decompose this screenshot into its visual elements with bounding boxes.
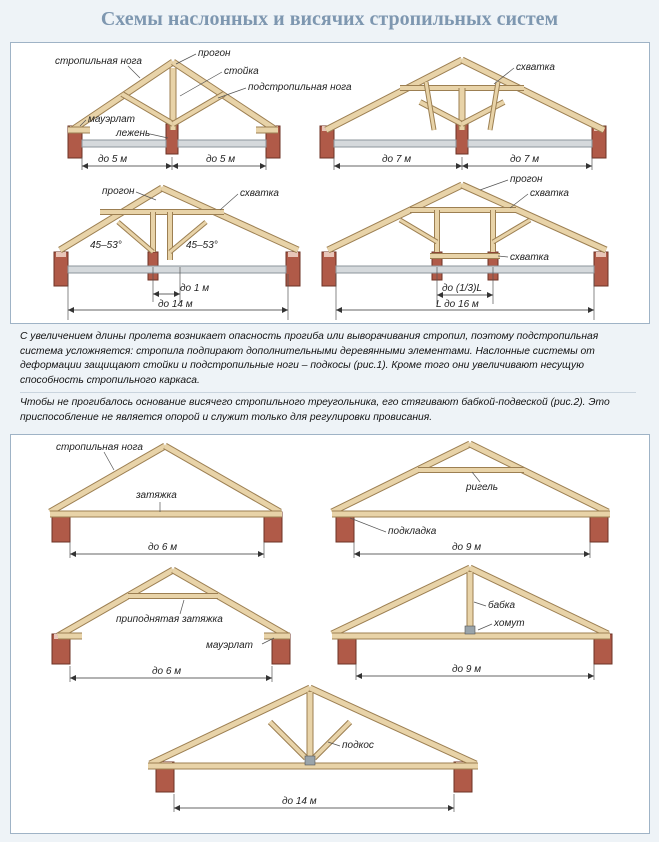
d1-label-strut: подстропильная нога [248, 82, 352, 93]
d9-dim-label: до 14 м [282, 796, 317, 807]
d6-rafter-right [470, 444, 608, 512]
d2-dim-right-arrow-right [586, 163, 592, 169]
d4-dim-third-label: до (1/3)L [442, 283, 482, 294]
d1-dim-left-label: до 5 м [98, 154, 128, 165]
d7-label-mauerlat: мауэрлат [206, 640, 253, 651]
d2-dim-right-label: до 7 м [510, 154, 540, 165]
d4-dim-full-label: L до 16 м [436, 299, 479, 310]
d4-leader-purlin [480, 180, 508, 190]
d4-label-purlin: прогон [510, 174, 543, 185]
d2-strut-left [420, 102, 462, 124]
d2-rafter-left [326, 60, 462, 130]
d4-wall-left-cap [324, 252, 334, 257]
d6-leader-pad [350, 518, 386, 532]
d8-rafter-left [332, 568, 470, 634]
d3-dim-small-arrow-left [153, 291, 159, 297]
d2-dim-left-label: до 7 м [382, 154, 412, 165]
d9-dim-arrow-left [174, 805, 180, 811]
d1-dim-right-arrow-right [260, 163, 266, 169]
d7-rafter-left [58, 570, 173, 636]
d6-rafter-left [332, 444, 470, 512]
d4-dim-full-arrow-left [336, 307, 342, 313]
d1-floor-right [178, 140, 266, 147]
d9-rafter-left [150, 688, 310, 764]
d3-strut-left [118, 222, 153, 252]
d9-dim-arrow-right [448, 805, 454, 811]
d2-dim-right-arrow-left [462, 163, 468, 169]
d5-dim-label: до 6 м [148, 542, 178, 553]
d3-label-collar: схватка [240, 188, 279, 199]
d3-floor [68, 266, 286, 273]
d2-floor-right [468, 140, 592, 147]
d2-label-collar: схватка [516, 62, 555, 73]
d5-label-tie: затяжка [136, 490, 177, 501]
d6-label-rigel: ригель [466, 482, 499, 493]
d7-dim-label: до 6 м [152, 666, 182, 677]
d7-rafter-right [173, 570, 288, 636]
d5-dim-arrow-right [258, 551, 264, 557]
explanation-paragraph-2: Чтобы не прогибалось основание висячего стропильного треугольника, его стягивают бабкой-подвеской (рис.2). Это приспособление не является опорой и служит только для регулировки провисания. [20, 397, 610, 423]
d1-label-rafter: стропильная нога [55, 56, 142, 67]
d8-clamp [465, 626, 475, 634]
d7-dim-arrow-right [266, 675, 272, 681]
d1-leader-rafter [128, 66, 140, 78]
d1-strut-right [173, 94, 224, 124]
d4-rafter-left [328, 185, 462, 250]
d8-dim-arrow-right [588, 673, 594, 679]
d5-label-rafter: стропильная нога [56, 442, 143, 453]
d4-leader-collar-top [510, 194, 528, 208]
d1-dim-right-arrow-left [172, 163, 178, 169]
d1-leader-lezhen [150, 134, 168, 138]
d9-label-strut: подкос [342, 740, 374, 751]
d8-leader-clamp [478, 624, 492, 630]
d1-leader-purlin [176, 54, 196, 64]
d4-dim-third-arrow-right [487, 292, 493, 298]
d9-rafter-right [310, 688, 476, 764]
d3-dim-full-arrow-left [68, 307, 74, 313]
d2-floor-left [334, 140, 456, 147]
d4-floor [336, 266, 594, 273]
page-title: Схемы наслонных и висячих стропильных систем [100, 8, 559, 30]
d3-dim-small-label: до 1 м [180, 283, 210, 294]
d1-floor-left [82, 140, 166, 147]
d7-leader-tie [180, 600, 184, 614]
d1-label-lezhen: лежень [116, 128, 151, 139]
d5-rafter-right [165, 446, 280, 512]
d6-dim-arrow-right [584, 551, 590, 557]
d3-dim-full-label: до 14 м [158, 299, 193, 310]
d6-leader-rigel [472, 472, 480, 482]
d3-dim-full-arrow-right [282, 307, 288, 313]
d6-dim-arrow-left [354, 551, 360, 557]
d5-dim-arrow-left [70, 551, 76, 557]
d4-label-collar-low: схватка [510, 252, 549, 263]
d6-label-pad: подкладка [388, 526, 437, 537]
d1-label-post: стойка [224, 66, 259, 77]
d7-label-tie: приподнятая затяжка [116, 614, 223, 625]
d4-wall-left [322, 252, 336, 286]
d3-leader-collar [220, 194, 238, 210]
d1-dim-left-arrow-right [166, 163, 172, 169]
d4-strut-right [493, 220, 530, 242]
d2-dim-left-arrow-right [456, 163, 462, 169]
d7-dim-arrow-left [70, 675, 76, 681]
d1-label-mauerlat: мауэрлат [88, 114, 135, 125]
d1-label-purlin: прогон [198, 48, 231, 59]
d8-label-kingpost: бабка [488, 600, 516, 611]
d4-label-collar-top: схватка [530, 188, 569, 199]
d5-rafter-left [50, 446, 165, 512]
d6-dim-label: до 9 м [452, 542, 482, 553]
d8-dim-label: до 9 м [452, 664, 482, 675]
d4-wall-right [594, 252, 608, 286]
d3-wall-left-cap [56, 252, 66, 257]
d4-strut-left [400, 220, 437, 242]
d3-label-purlin: прогон [102, 186, 135, 197]
d1-dim-left-arrow-left [82, 163, 88, 169]
d9-clamp [305, 756, 315, 765]
d9-strut-left [270, 722, 306, 758]
d3-label-angle-left: 45–53° [90, 240, 122, 251]
d3-wall-left [54, 252, 68, 286]
explanation-paragraph-1: С увеличением длины пролета возникает опасность прогиба или выворачивания стропил, поэтому подстропильная система усложняется: стропила подпирают дополнительными деревянными элементами. Наслонные системы от деформации защищают стойки и подстропильные ноги – подкосы (рис.1). Кроме того они увеличивают несущую способность стропильного каркаса. [20, 331, 599, 386]
d8-leader-kingpost [474, 602, 486, 606]
d4-dim-full-arrow-right [588, 307, 594, 313]
d8-label-clamp: хомут [494, 618, 525, 629]
d1-dim-right-label: до 5 м [206, 154, 236, 165]
d5-leader-rafter [104, 452, 114, 470]
d3-label-angle-right: 45–53° [186, 240, 218, 251]
d8-dim-arrow-left [356, 673, 362, 679]
d2-dim-left-arrow-left [334, 163, 340, 169]
rafter-diagrams [10, 42, 650, 842]
d2-strut-right [462, 102, 504, 124]
